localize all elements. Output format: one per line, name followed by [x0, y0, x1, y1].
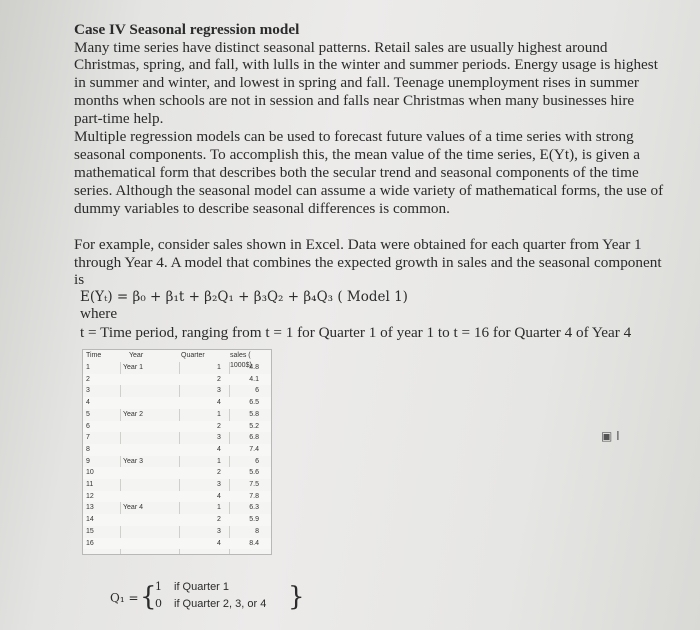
model-equation: E(Yₜ) = β₀ + β₁t + β₂Q₁ + β₃Q₂ + β₄Q₃ ( Model 1) [80, 289, 408, 305]
cell-sales: 5.9 [249, 516, 259, 524]
cell-sales: 7.4 [249, 445, 259, 453]
cell-sales: 6.5 [249, 399, 259, 407]
cell-year: Year 3 [123, 457, 143, 465]
cell-year: Year 4 [123, 504, 143, 512]
text-cursor-icon: ▣ I [601, 429, 620, 443]
table-row [83, 538, 271, 550]
table-row [83, 421, 271, 433]
text-line: Multiple regression models can be used to forecast future values of a time series with strong [74, 128, 634, 145]
text-line: series. Although the seasonal model can assume a wide variety of mathematical forms, the use of [74, 182, 664, 199]
cell-quarter: 4 [217, 399, 221, 407]
cell-quarter: 3 [217, 387, 221, 395]
text-line: part-time help. [74, 110, 164, 127]
table-row [83, 479, 271, 491]
cell-time: 12 [86, 492, 94, 500]
cell-quarter: 1 [217, 410, 221, 418]
text-line: Many time series have distinct seasonal patterns. Retail sales are usually highest around [74, 39, 608, 56]
cell-sales: 7.8 [249, 492, 259, 500]
cell-sales: 4.8 [249, 364, 259, 371]
table-row [83, 526, 271, 538]
column-header-quarter: Quarter [181, 352, 205, 359]
case-title: Case IV Seasonal regression model [74, 21, 300, 38]
text-line: dummy variables to describe seasonal differences is common. [74, 200, 450, 217]
cell-sales: 7.5 [249, 481, 259, 488]
cell-time: 10 [86, 469, 94, 477]
cell-quarter: 2 [217, 422, 221, 430]
cell-quarter: 4 [217, 492, 221, 500]
text-line: For example, consider sales shown in Excel. Data were obtained for each quarter from Year 1 [74, 236, 642, 253]
where-label: where [80, 305, 118, 322]
text-line: Christmas, spring, and fall, with lulls in the winter and summer periods. Energy usage is highest [74, 56, 658, 73]
q1-brace-formula [110, 577, 320, 617]
cell-time: 5 [86, 410, 90, 418]
text-line: in summer and winter, and lowest in spring and fall. Teenage unemployment rises in summer [74, 74, 639, 91]
time-definition: t = Time period, ranging from t = 1 for Quarter 1 of year 1 to t = 16 for Quarter 4 of Year 4 [80, 324, 632, 341]
text-line: seasonal components. To accomplish this, the mean value of the time series, E(Yt), is given a [74, 146, 640, 163]
cell-quarter: 4 [217, 539, 221, 547]
cell-quarter: 2 [217, 516, 221, 524]
column-header-time: Time [86, 352, 102, 359]
cell-time: 7 [86, 434, 90, 442]
case1-value: 1 [155, 580, 162, 593]
cell-quarter: 1 [217, 457, 221, 465]
cell-sales: 5.6 [249, 469, 259, 477]
cell-time: 16 [86, 539, 94, 547]
cell-time: 3 [86, 387, 90, 395]
cell-quarter: 2 [217, 375, 221, 383]
table-row [83, 491, 271, 503]
cell-year: Year 1 [123, 364, 143, 371]
right-brace-icon: } [288, 582, 305, 612]
cell-time: 11 [86, 481, 94, 488]
cell-quarter: 3 [217, 434, 221, 442]
q1-symbol: Q₁ = [110, 591, 139, 605]
table-row [83, 374, 271, 386]
column-header-year: Year [129, 352, 144, 359]
text-line: mathematical form that describes both the secular trend and seasonal components of the time [74, 164, 639, 181]
left-brace-icon: { [140, 582, 157, 612]
cell-time: 2 [86, 375, 90, 383]
case2-value: 0 [155, 597, 162, 610]
cell-time: 1 [86, 364, 90, 371]
cell-time: 6 [86, 422, 90, 430]
cell-quarter: 1 [217, 364, 221, 371]
cell-sales: 6 [255, 387, 259, 395]
cell-time: 15 [86, 527, 94, 535]
table-row [83, 514, 271, 526]
cell-sales: 6.8 [249, 434, 259, 442]
cell-time: 9 [86, 457, 90, 465]
cell-quarter: 3 [217, 481, 221, 488]
cell-sales: 6 [255, 457, 259, 465]
table-row [83, 409, 271, 421]
cell-time: 8 [86, 445, 90, 453]
q1-definition [110, 577, 320, 620]
cell-time: 4 [86, 399, 90, 407]
text-line: months when schools are not in session and falls near Christmas when many businesses hire [74, 92, 635, 109]
cell-sales: 5.8 [249, 410, 259, 418]
cell-quarter: 4 [217, 445, 221, 453]
excel-sales-table [82, 349, 272, 555]
table-row [83, 397, 271, 409]
table-row [83, 444, 271, 456]
cell-quarter: 1 [217, 504, 221, 512]
cell-sales: 8.4 [249, 539, 259, 547]
table-row [83, 456, 271, 468]
case1-text: if Quarter 1 [174, 581, 230, 593]
table-row [83, 467, 271, 479]
text-line: is [74, 271, 85, 288]
cell-sales: 6.3 [249, 504, 259, 512]
column-header-sales: sales ( 1000$) [230, 352, 252, 369]
cell-time: 14 [86, 516, 94, 524]
case2-text: if Quarter 2, 3, or 4 [174, 598, 267, 610]
cell-time: 13 [86, 504, 94, 512]
table-row [83, 432, 271, 444]
cell-sales: 4.1 [249, 375, 259, 383]
table-row [83, 385, 271, 397]
cell-sales: 8 [255, 527, 259, 535]
table-row [83, 362, 271, 374]
cell-quarter: 2 [217, 469, 221, 477]
table-row [83, 502, 271, 514]
cell-sales: 5.2 [249, 422, 259, 430]
cell-quarter: 3 [217, 527, 221, 535]
text-line: through Year 4. A model that combines the expected growth in sales and the seasonal component [74, 254, 662, 271]
cell-year: Year 2 [123, 410, 143, 418]
